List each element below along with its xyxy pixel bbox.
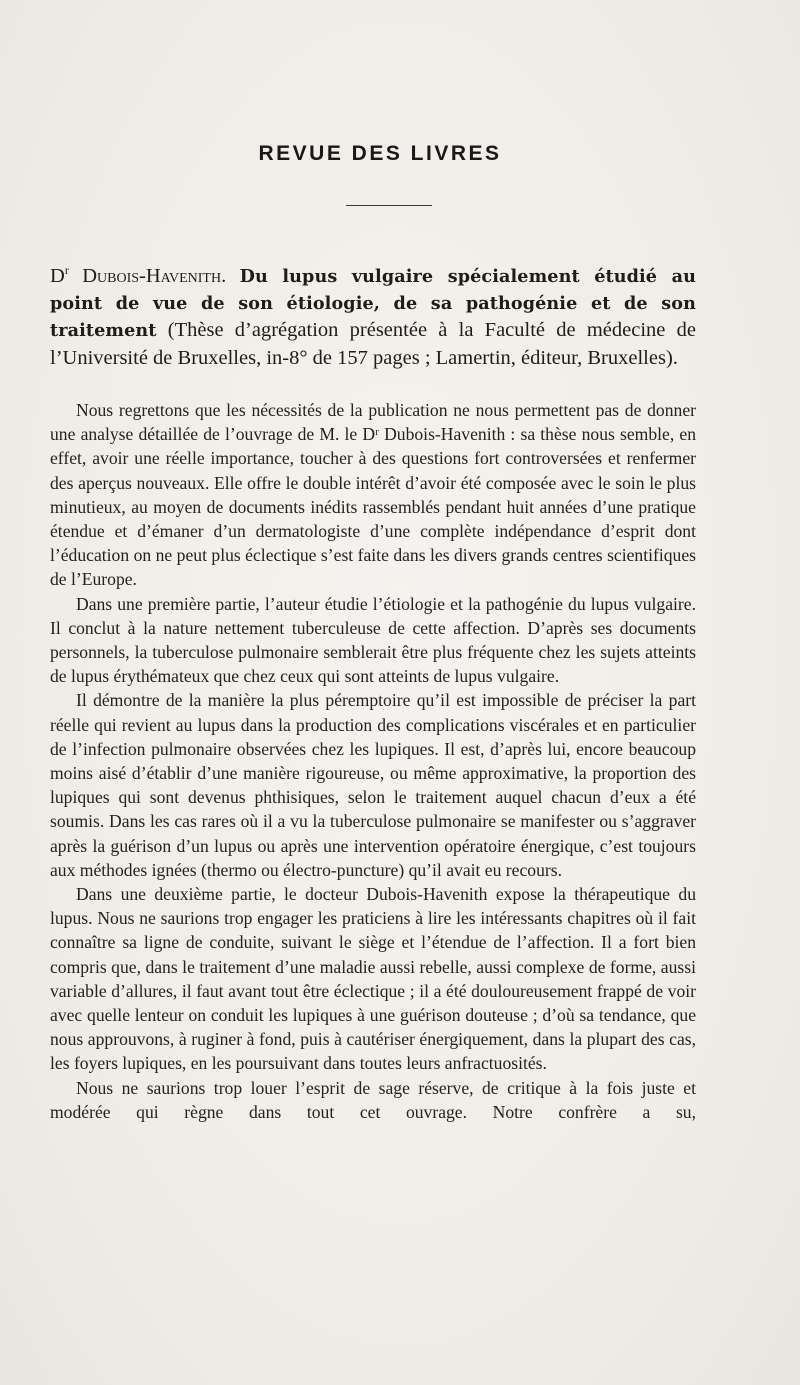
doctor-abbreviation: $D^r$: [50, 263, 69, 287]
entry-publication-details: (Thèse d’agrégation présentée à la Faculté de médecine de l’Université de Bruxelles, in-8° de 157 pages ; Lamertin, éditeur, Bruxelles).: [50, 319, 696, 369]
bibliographic-entry: [50, 263, 696, 372]
title-rule: [346, 205, 432, 206]
section-title: REVUE DES LIVRES: [258, 142, 502, 165]
review-paragraph: Il démontre de la manière la plus péremptoire qu’il est impossible de préciser la part réelle qui revient au lupus dans la production des complications viscérales et en particulier de l’infection pulmonaire observées chez les lupiques. Il est, d’après lui, encore beaucoup moins aisé d’établir d’une manière rigoureuse, ou même approximative, la proportion des lupiques qui sont devenus phthisiques, selon le traitement auquel chacun d’eux a été soumis. Dans les cas rares où il a vu la tuberculose pulmonaire se manifester ou s’aggraver après la guérison d’un lupus ou après une intervention opératoire énergique, c’est toujours aux méthodes ignées (thermo ou électro-puncture) qu’il avait eu recours.: [50, 690, 696, 880]
review-paragraph: Nous regrettons que les nécessités de la publication ne nous permettent pas de donner une analyse détaillée de l’ouvrage de M. le Dʳ Dubois-Havenith : sa thèse nous semble, en effet, avoir une réelle importance, toucher à des questions fort controversées et renfermer des aperçus nouveaux. Elle offre le double intérêt d’avoir été composée avec le soin le plus minutieux, au moyen de documents inédits rassemblés pendant huit années d’une pratique étendue et d’émaner d’un dermatologiste d’une complète indépendance d’esprit dont l’éducation on ne peut plus éclectique s’est faite dans les divers grands centres scientifiques de l’Europe.: [50, 400, 696, 590]
review-paragraph: Nous ne saurions trop louer l’esprit de sage réserve, de critique à la fois juste et modérée qui règne dans tout cet ouvrage. Notre confrère a su,: [50, 1077, 696, 1122]
entry-author: Dubois-Havenith.: [82, 265, 227, 287]
review-paragraph: Dans une deuxième partie, le docteur Dubois-Havenith expose la thérapeutique du lupus. Nous ne saurions trop engager les praticiens à lire les intéressants chapitres où il fait connaître sa ligne de conduite, suivant le siège et l’étendue de l’affection. Il a fort bien compris que, dans le traitement d’une maladie aussi rebelle, aussi complexe de forme, aussi variable d’allures, il faut avant tout être éclectique ; il a été douloureusement frappé de voir avec quelle lenteur on conduit les lupiques à une guérison douteuse ; d’où sa tendance, que nous approuvons, à ruginer à fond, puis à cautériser énergiquement, dans la plupart des cas, les foyers lupiques, en les poursuivant dans toutes leurs anfractuosités.: [50, 884, 696, 1074]
review-body: [50, 398, 696, 1124]
entry-work-title: Du lupus vulgaire spécialement étudié au point de vue de son étiologie, de sa pathogénie et de son traitement: [50, 266, 696, 342]
review-paragraph: Dans une première partie, l’auteur étudie l’étiologie et la pathogénie du lupus vulgaire. Il conclut à la nature nettement tuberculeuse de cette affection. D’après ses documents personnels, la tuberculose pulmonaire semblerait être plus fréquente chez les sujets atteints de lupus érythémateux que chez ceux qui sont atteints de lupus vulgaire.: [50, 593, 696, 687]
